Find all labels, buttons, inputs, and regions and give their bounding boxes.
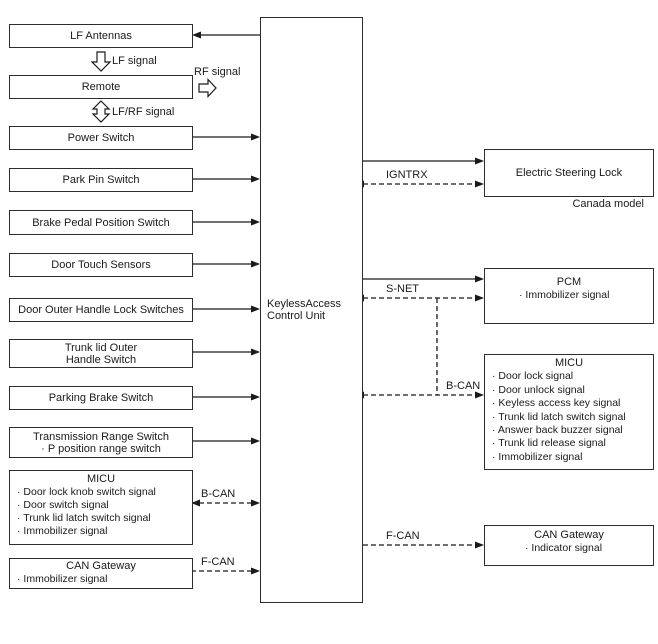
pcm-item: · Immobilizer signal xyxy=(519,289,610,301)
micu-right-item: · Trunk lid latch switch signal xyxy=(492,410,626,423)
micu-right-item: · Keyless access key signal xyxy=(492,397,621,410)
box-power-switch xyxy=(9,126,193,150)
park-pin-switch-label: Park Pin Switch xyxy=(62,174,140,186)
f-can-left-label: F-CAN xyxy=(201,556,235,568)
micu-right-item: · Answer back buzzer signal xyxy=(492,424,623,437)
door-touch-sensors-label: Door Touch Sensors xyxy=(51,259,151,271)
transmission-range-switch-line2: · P position range switch xyxy=(41,442,161,455)
box-parking-brake-switch xyxy=(9,386,193,410)
can-gateway-left-item: · Immobilizer signal xyxy=(17,572,108,585)
f-can-right-label: F-CAN xyxy=(386,530,420,542)
canada-model-note: Canada model xyxy=(572,198,644,210)
box-brake-pedal-position-switch xyxy=(9,210,193,235)
b-can-right-label: B-CAN xyxy=(446,380,481,392)
control-unit-label-line1: KeylessAccess xyxy=(267,298,341,310)
rf-signal-label: RF signal xyxy=(194,66,241,78)
igntrx-label: IGNTRX xyxy=(386,169,428,181)
trunk-lid-outer-handle-switch-line2: Handle Switch xyxy=(65,353,137,366)
box-micu-right xyxy=(484,354,654,470)
box-can-gateway-left xyxy=(9,558,193,589)
rf-signal-right-arrow-icon xyxy=(199,80,216,97)
door-outer-handle-lock-switches-label: Door Outer Handle Lock Switches xyxy=(18,304,184,316)
box-keyless-access-control-unit xyxy=(260,17,363,603)
lf-rf-signal-label: LF/RF signal xyxy=(112,106,175,118)
electric-steering-lock-label: Electric Steering Lock xyxy=(515,167,623,179)
box-remote xyxy=(9,75,193,99)
can-gateway-right-item: · Indicator signal xyxy=(525,542,603,554)
control-unit-label-line2: Control Unit xyxy=(267,310,326,322)
lf-rf-signal-double-arrow-icon xyxy=(93,101,109,122)
micu-left-title: MICU xyxy=(86,473,116,485)
s-net-label: S-NET xyxy=(386,283,419,295)
micu-right-title: MICU xyxy=(554,357,584,369)
transmission-range-switch-line1: Transmission Range Switch xyxy=(33,430,169,443)
micu-left-item: · Door lock knob switch signal xyxy=(17,486,156,498)
can-gateway-left-title: CAN Gateway xyxy=(66,560,136,572)
lf-signal-label: LF signal xyxy=(112,55,157,67)
pcm-title: PCM xyxy=(556,276,582,288)
brake-pedal-position-switch-label: Brake Pedal Position Switch xyxy=(32,216,170,229)
box-micu-left xyxy=(9,470,193,545)
micu-right-item: · Immobilizer signal xyxy=(492,450,583,463)
box-can-gateway-right xyxy=(484,525,654,566)
b-can-left-label: B-CAN xyxy=(201,488,236,500)
box-pcm xyxy=(484,268,654,324)
lf-antennas-label: LF Antennas xyxy=(70,30,132,42)
box-transmission-range-switch xyxy=(9,427,193,458)
can-gateway-right-title: CAN Gateway xyxy=(534,529,604,541)
micu-right-item: · Door unlock signal xyxy=(492,383,585,396)
box-lf-antennas xyxy=(9,24,193,48)
lf-signal-down-arrow-icon xyxy=(92,52,110,71)
box-trunk-lid-outer-handle-switch xyxy=(9,339,193,368)
power-switch-label: Power Switch xyxy=(67,132,135,144)
micu-left-item: · Door switch signal xyxy=(17,499,109,511)
micu-left-item: · Trunk lid latch switch signal xyxy=(17,512,151,524)
remote-label: Remote xyxy=(81,81,121,93)
trunk-lid-outer-handle-switch-line1: Trunk lid Outer xyxy=(64,341,138,354)
box-door-outer-handle-lock-switches xyxy=(9,298,193,322)
micu-left-item: · Immobilizer signal xyxy=(17,525,108,537)
micu-right-item: · Door lock signal xyxy=(492,370,574,383)
micu-right-item: · Trunk lid release signal xyxy=(492,437,606,450)
parking-brake-switch-label: Parking Brake Switch xyxy=(48,392,154,404)
box-electric-steering-lock xyxy=(484,149,654,197)
box-door-touch-sensors xyxy=(9,253,193,277)
box-park-pin-switch xyxy=(9,168,193,192)
